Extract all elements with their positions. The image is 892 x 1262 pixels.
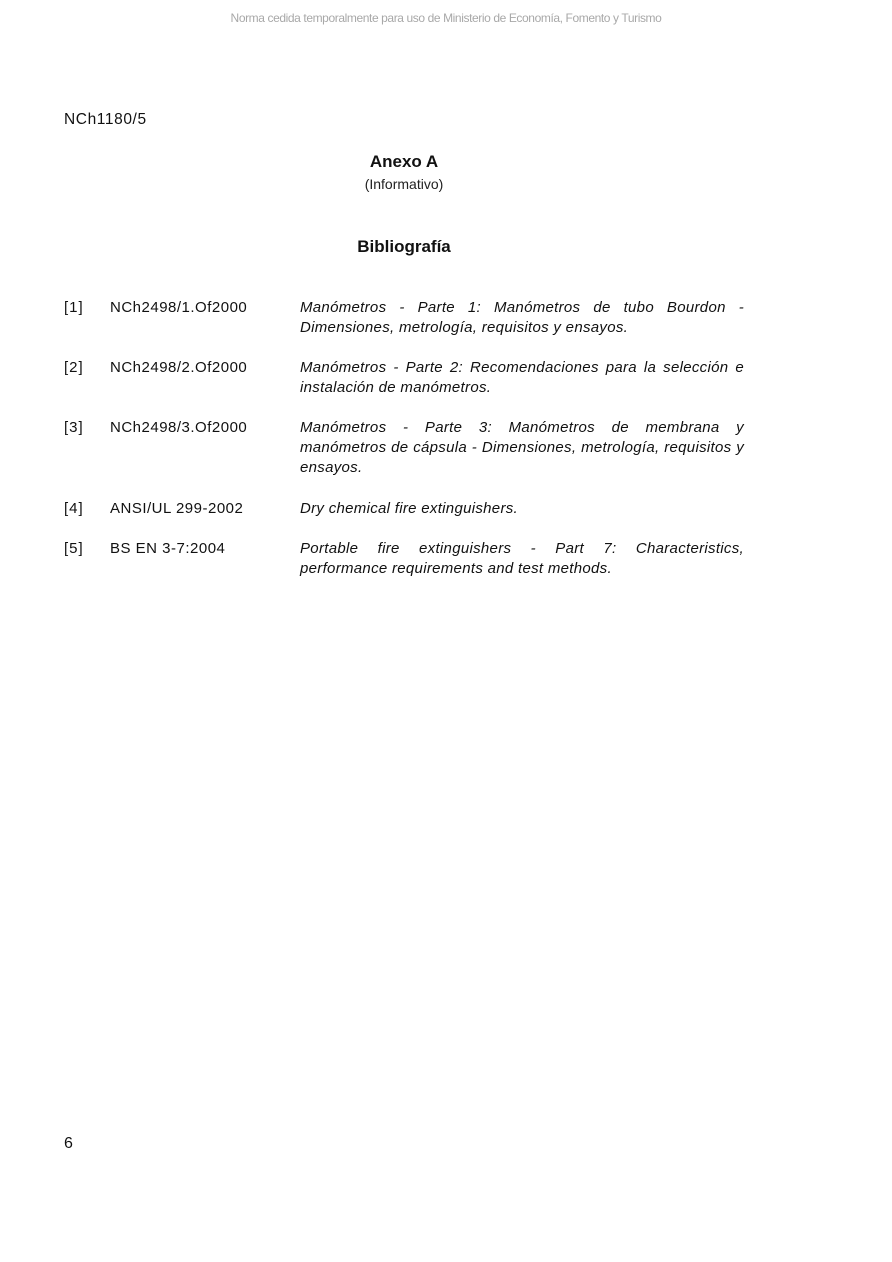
reference-number: [4] — [64, 500, 84, 517]
reference-number: [1] — [64, 299, 84, 316]
section-title: Bibliografía — [357, 237, 451, 256]
document-code: NCh1180/5 — [64, 111, 147, 128]
reference-title: Manómetros - Parte 2: Recomendaciones para la selección e instalación de manómetros. — [300, 359, 744, 396]
reference-number: [3] — [64, 419, 84, 436]
reference-title: Manómetros - Parte 3: Manómetros de membrana y manómetros de cápsula - Dimensiones, metrología, requisitos y ensayos. — [300, 419, 744, 476]
reference-number: [5] — [64, 540, 84, 557]
reference-number: [2] — [64, 359, 84, 376]
reference-code: BS EN 3-7:2004 — [110, 540, 226, 557]
watermark: Norma cedida temporalmente para uso de Ministerio de Economía, Fomento y Turismo — [230, 11, 662, 25]
annex-title: Anexo A — [369, 152, 439, 171]
page-number: 6 — [64, 1135, 73, 1152]
reference-title: Dry chemical fire extinguishers. — [300, 500, 519, 517]
reference-title: Manómetros - Parte 1: Manómetros de tubo Bourdon - Dimensiones, metrología, requisitos y ensayos. — [300, 299, 744, 336]
reference-code: NCh2498/1.Of2000 — [110, 299, 248, 316]
reference-code: ANSI/UL 299-2002 — [110, 500, 244, 517]
annex-type: (Informativo) — [364, 176, 444, 192]
reference-code: NCh2498/2.Of2000 — [110, 359, 248, 376]
reference-title: Portable fire extinguishers - Part 7: Characteristics, performance requirements and test methods. — [300, 540, 744, 577]
reference-code: NCh2498/3.Of2000 — [110, 419, 248, 436]
